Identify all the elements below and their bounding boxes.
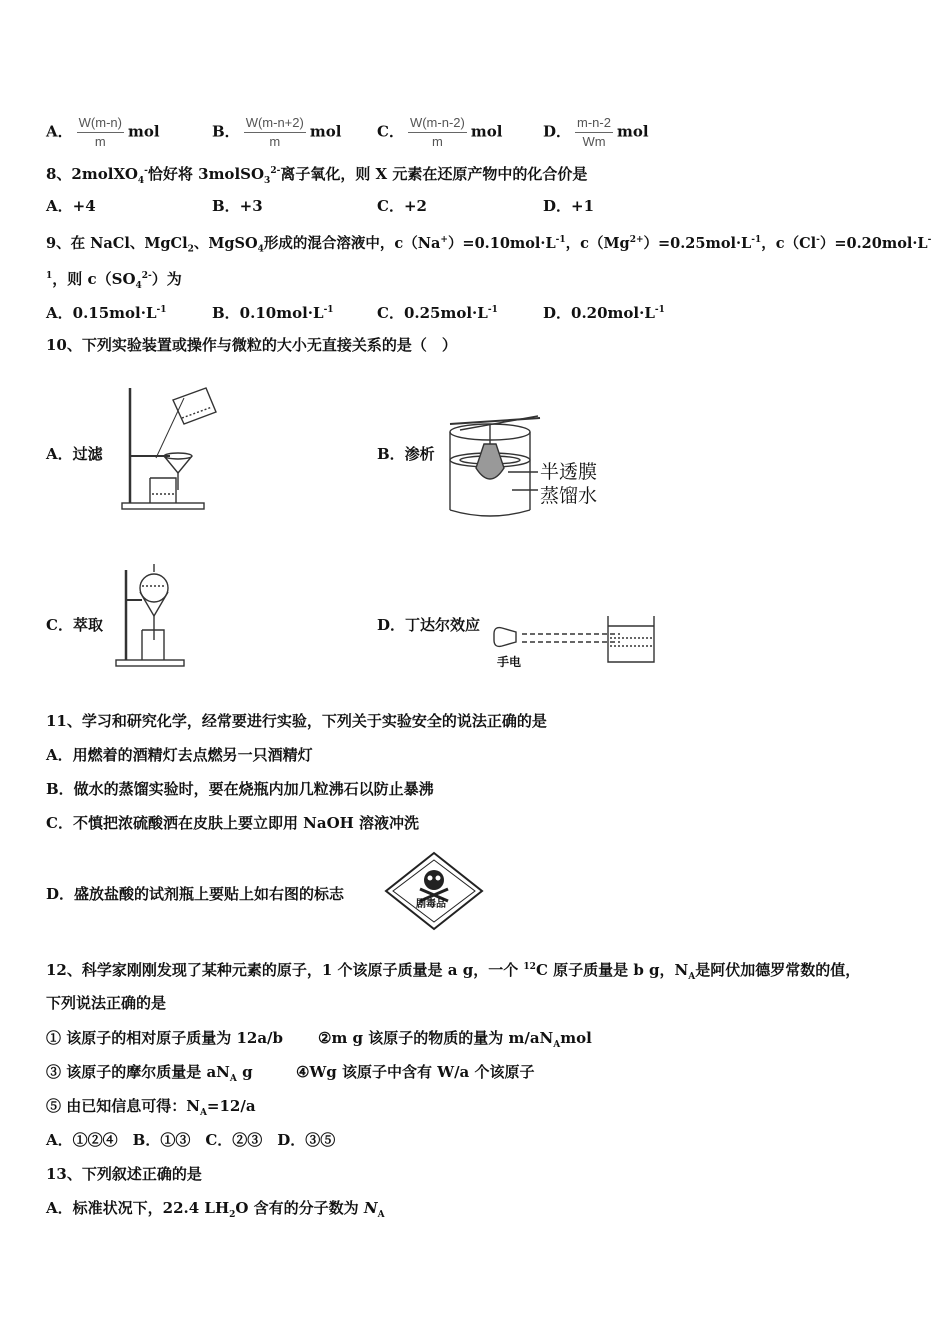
q10-option-d: D．丁达尔效应: [377, 616, 481, 634]
membrane-label: 半透膜: [540, 461, 598, 483]
unit: mol: [616, 122, 649, 141]
q13-option-a: [46, 1198, 385, 1225]
denominator: m: [94, 134, 106, 149]
text: B．0.10mol·L: [212, 304, 324, 322]
numerator: W(m-n+2): [244, 114, 306, 133]
superscript: -1: [487, 305, 498, 315]
numerator: W(m-n-2): [408, 114, 467, 133]
q11-stem: 11、学习和研究化学，经常要进行实验，下列关于实验安全的说法正确的是: [46, 712, 547, 730]
q12-answer-options: A．①②④ B．①③ C．②③ D．③⑤: [46, 1131, 336, 1149]
option-label: D．: [543, 122, 572, 141]
text: A．0.15mol·L: [46, 304, 157, 322]
q8-option-d: D．+1: [543, 197, 595, 215]
q9-stem: [46, 230, 931, 260]
q10-option-c: C．萃取: [46, 616, 103, 634]
numerator: W(m-n): [77, 114, 124, 133]
text: ）=0.10mol·L: [447, 234, 556, 252]
superscript: -: [144, 166, 148, 176]
subscript: A: [377, 1210, 385, 1220]
q12-stem: [46, 957, 860, 987]
q12-statement-4: ④Wg 该原子中含有 W/a 个该原子: [296, 1063, 535, 1081]
q9-option-a: [46, 300, 167, 323]
superscript: -: [927, 235, 932, 245]
text: ）=0.20mol·L: [819, 234, 928, 252]
text: ）=0.25mol·L: [643, 234, 752, 252]
denominator: m: [269, 134, 281, 149]
superscript: 2-: [141, 271, 152, 281]
text: ，c（Mg: [565, 234, 630, 252]
text: mol: [560, 1029, 592, 1047]
unit: mol: [309, 122, 342, 141]
subscript: A: [229, 1074, 237, 1084]
text: A．标准状况下，22.4 LH: [46, 1199, 230, 1217]
q8-stem: [46, 161, 587, 191]
q11-option-b: B．做水的蒸馏实验时，要在烧瓶内加几粒沸石以防止暴沸: [46, 780, 434, 798]
superscript: -: [816, 235, 820, 245]
toxic-hazard-sign-icon: [384, 851, 484, 931]
fraction: [77, 114, 124, 151]
text: O 含有的分子数为: [235, 1199, 364, 1217]
superscript: -1: [323, 305, 334, 315]
q7-option-d: [543, 114, 649, 151]
distilled-water-label: 蒸馏水: [540, 485, 598, 507]
fraction: [244, 114, 306, 151]
text: 形成的混合溶液中，c（Na: [263, 234, 441, 252]
q12-stem-line2: 下列说法正确的是: [46, 994, 167, 1012]
q9-option-c: [377, 300, 498, 323]
text: ，则 c（SO: [52, 270, 136, 288]
q8-option-a: A．+4: [46, 197, 96, 215]
q7-option-c: [377, 114, 502, 151]
subscript: 2: [229, 1210, 236, 1220]
toxic-sign-label: 剧毒品: [416, 899, 446, 910]
q10-option-b: B．渗析: [377, 445, 435, 463]
q9-option-d: [543, 300, 665, 323]
q13-stem: 13、下列叙述正确的是: [46, 1165, 202, 1183]
text: 12、科学家刚刚发现了某种元素的原子，1 个该原子质量是 a g，一个: [46, 961, 524, 979]
text: =12/a: [206, 1097, 256, 1115]
unit: mol: [127, 122, 160, 141]
superscript: -1: [156, 305, 167, 315]
text: 是阿伏加德罗常数的值，: [695, 961, 861, 979]
subscript: 2: [187, 244, 194, 255]
avogadro-symbol: N: [363, 1199, 378, 1217]
text: C 原子质量是 b g，N: [535, 961, 689, 979]
q8-option-b: B．+3: [212, 197, 263, 215]
flashlight-label: 手电: [497, 655, 522, 669]
text: ②m g 该原子的物质的量为 m/aN: [318, 1029, 554, 1047]
option-label: A．: [46, 122, 73, 141]
superscript: +: [440, 235, 448, 245]
q8-option-c: C．+2: [377, 197, 427, 215]
subscript: A: [553, 1040, 561, 1050]
q12-statement-2: [318, 1028, 592, 1055]
q11-option-c: C．不慎把浓硫酸洒在皮肤上要立即用 NaOH 溶液冲洗: [46, 814, 420, 832]
subscript: 4: [257, 244, 264, 255]
text: C．0.25mol·L: [377, 304, 488, 322]
text: g: [236, 1063, 253, 1081]
fraction: [408, 114, 467, 151]
q12-statement-3: [46, 1062, 253, 1089]
denominator: Wm: [582, 134, 606, 149]
text: 9、在 NaCl、MgCl: [46, 234, 188, 252]
superscript: -1: [654, 305, 665, 315]
superscript: -1: [555, 235, 566, 245]
superscript: 2-: [270, 166, 281, 176]
subscript: 4: [135, 281, 142, 291]
text: 离子氧化，则 X 元素在还原产物中的化合价是: [280, 165, 588, 183]
q11-option-a: A．用燃着的酒精灯去点燃另一只酒精灯: [46, 746, 313, 764]
text: 、MgSO: [193, 234, 258, 252]
q7-option-a: [46, 114, 160, 151]
text: ③ 该原子的摩尔质量是 aN: [46, 1063, 230, 1081]
unit: mol: [470, 122, 503, 141]
subscript: 4: [137, 176, 145, 186]
superscript: 1: [46, 271, 53, 281]
text: ）为: [151, 270, 182, 288]
q10-stem: 10、下列实验装置或操作与微粒的大小无直接关系的是（ ）: [46, 336, 457, 354]
q9-option-b: [212, 300, 334, 323]
superscript: -1: [751, 235, 762, 245]
filtration-apparatus-figure: [118, 378, 223, 513]
subscript: A: [688, 972, 696, 982]
q12-statement-1: ① 该原子的相对原子质量为 12a/b: [46, 1029, 284, 1047]
q10-option-a: A．过滤: [46, 445, 103, 463]
text: ⑤ 由已知信息可得：N: [46, 1097, 200, 1115]
option-label: C．: [377, 122, 404, 141]
superscript: 12: [523, 962, 536, 972]
q12-statement-5: [46, 1096, 256, 1123]
subscript: 3: [264, 176, 271, 186]
superscript: 2+: [629, 235, 644, 245]
subscript: A: [199, 1108, 207, 1118]
denominator: m: [431, 134, 443, 149]
q9-stem-line2: [46, 266, 182, 296]
option-label: B．: [212, 122, 240, 141]
text: D．0.20mol·L: [543, 304, 655, 322]
text: 8、2molXO: [46, 165, 138, 183]
text: 恰好将 3molSO: [147, 165, 265, 183]
numerator: m-n-2: [575, 114, 613, 133]
text: ，c（Cl: [761, 234, 817, 252]
extraction-apparatus-figure: [112, 560, 192, 670]
q11-option-d: D．盛放盐酸的试剂瓶上要贴上如右图的标志: [46, 885, 345, 903]
fraction: [575, 114, 613, 151]
q7-option-b: [212, 114, 341, 151]
